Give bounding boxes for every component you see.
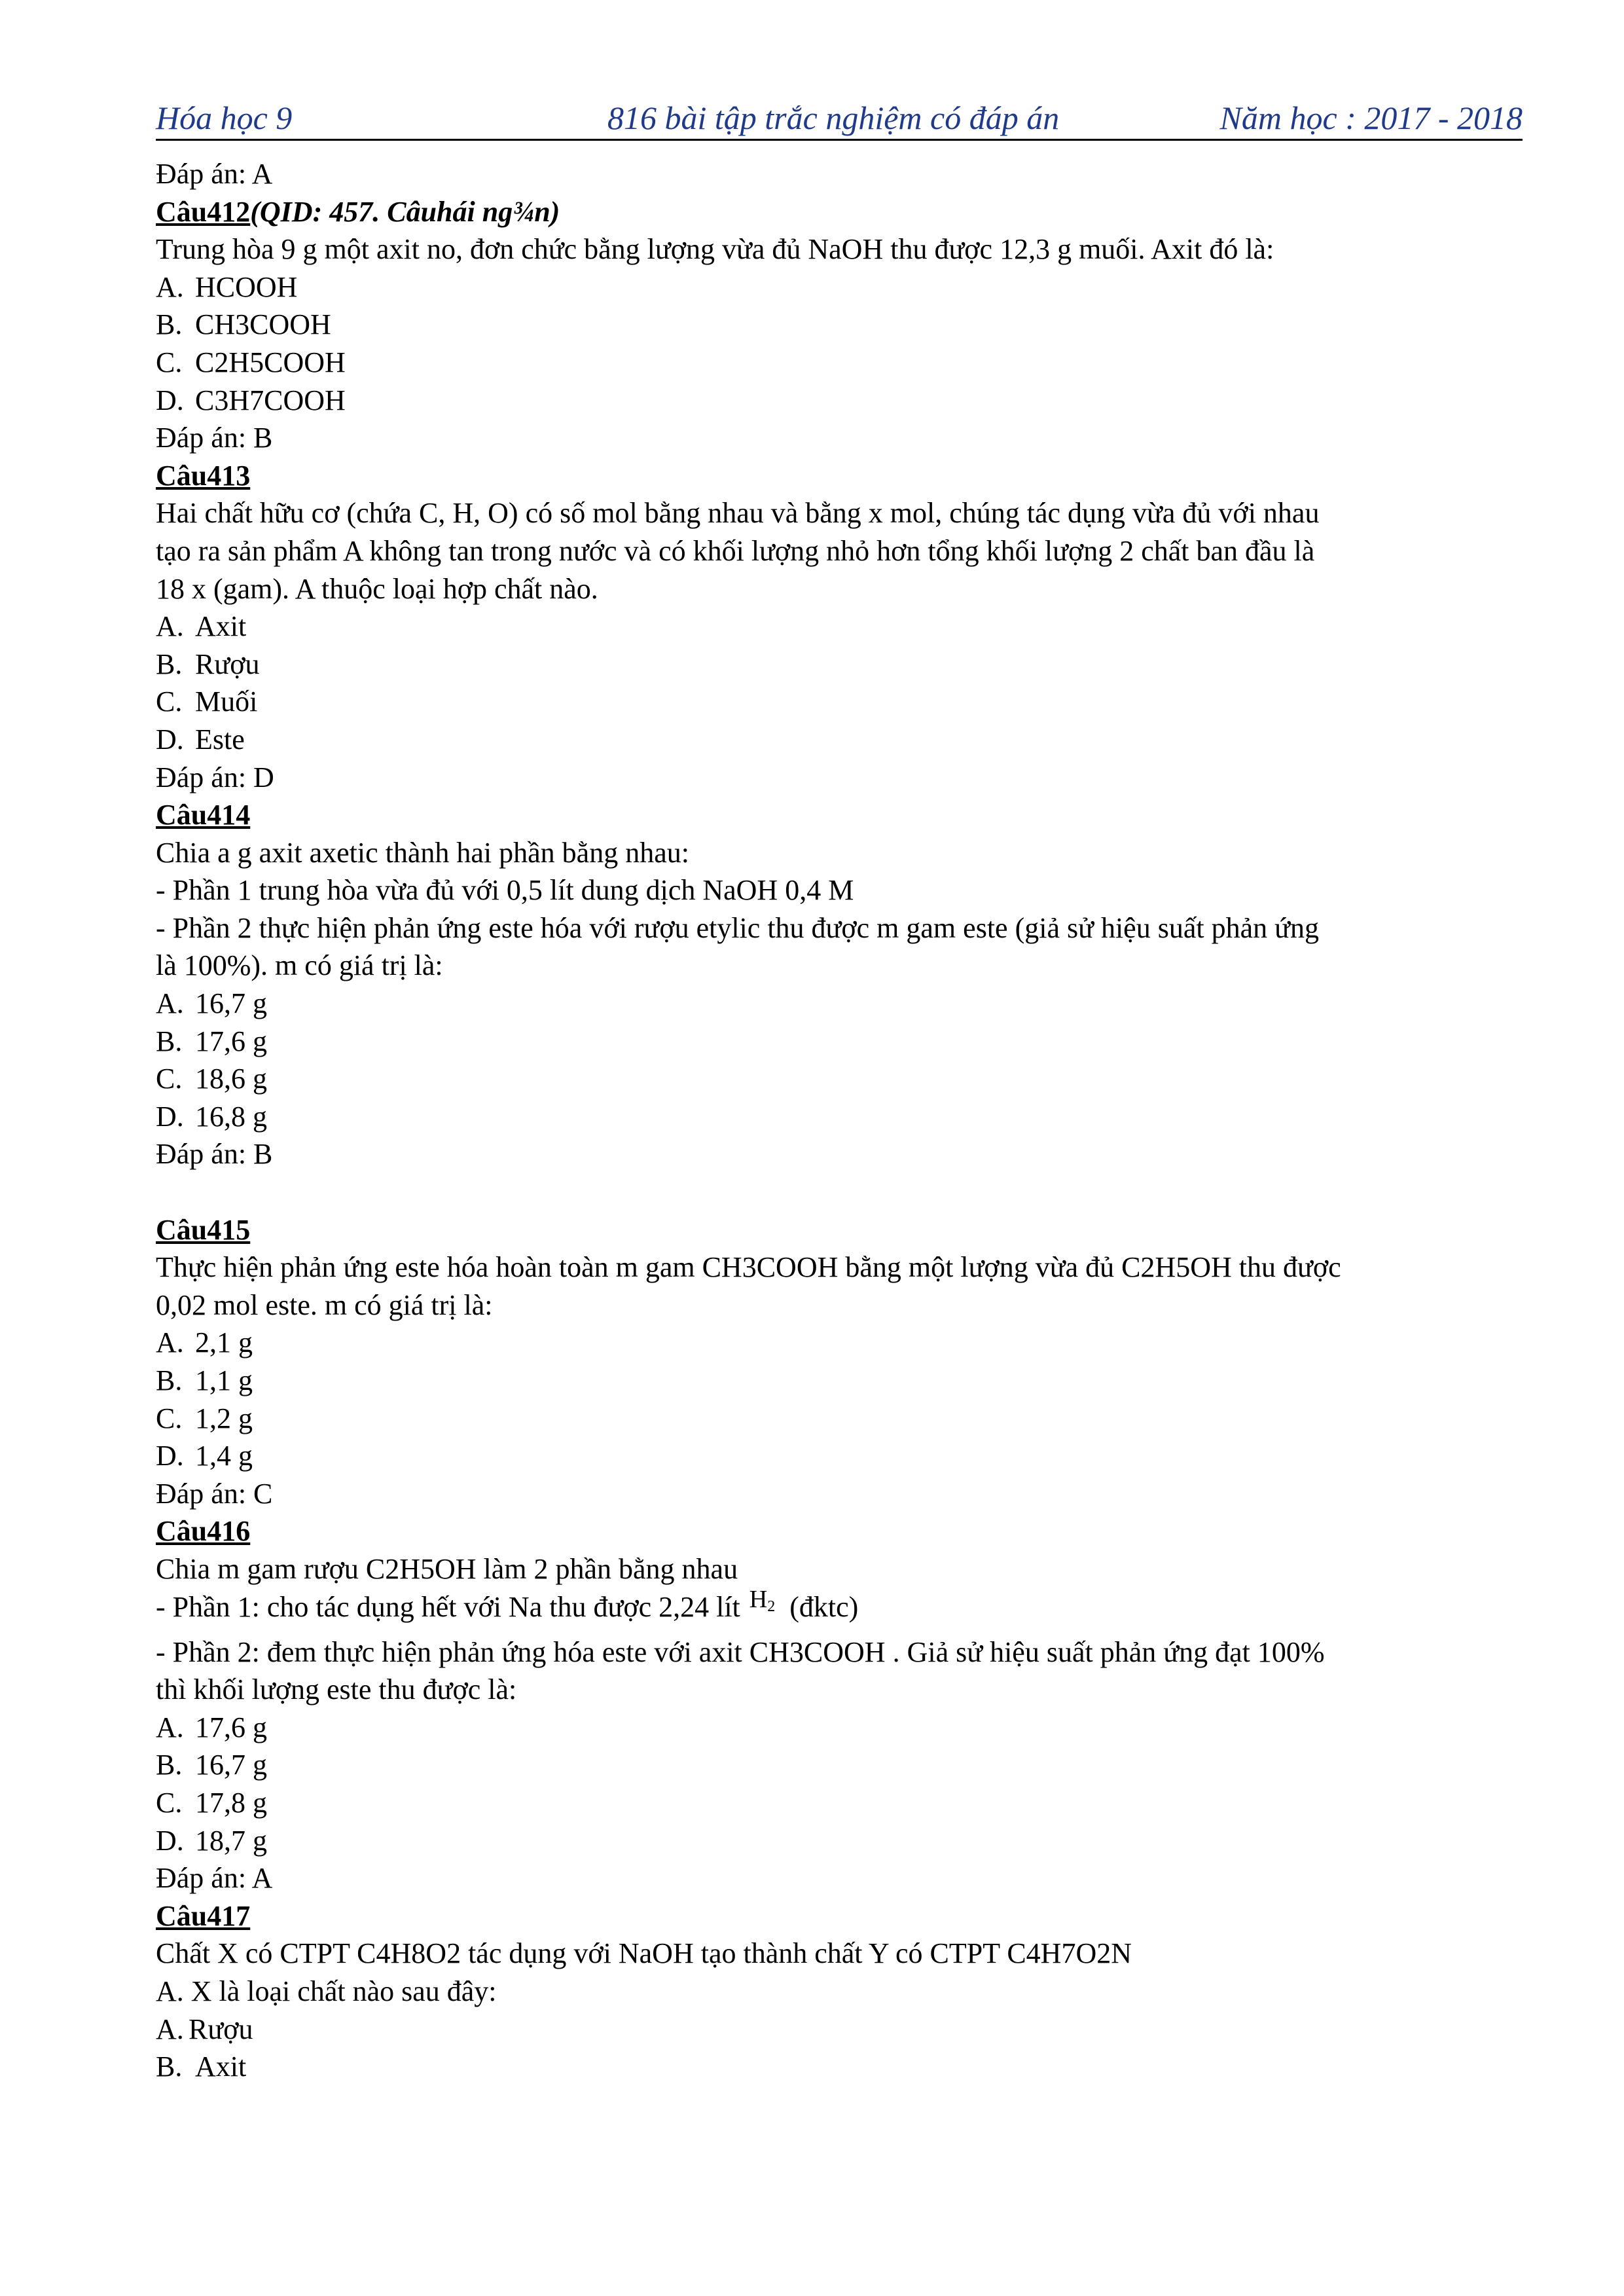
question-text: 18 x (gam). A thuộc loại hợp chất nào. bbox=[156, 572, 598, 605]
question-title: Câu412 bbox=[156, 195, 251, 228]
question-text: Chất X có CTPT C4H8O2 tác dụng với NaOH tạo thành chất Y có CTPT C4H7O2N bbox=[156, 1937, 1132, 1970]
question-title: Câu417 bbox=[156, 1899, 251, 1932]
question-text: Thực hiện phản ứng este hóa hoàn toàn m gam CH3COOH bằng một lượng vừa đủ C2H5OH thu được bbox=[156, 1251, 1341, 1284]
option-d: D. 1,4 g bbox=[156, 1440, 253, 1472]
previous-answer: Đáp án: A bbox=[156, 158, 273, 190]
option-d: D. 18,7 g bbox=[156, 1824, 267, 1857]
question-text: Trung hòa 9 g một axit no, đơn chức bằng lượng vừa đủ NaOH thu được 12,3 g muối. Axit đó là: bbox=[156, 233, 1274, 266]
header-subject: Hóa học 9 bbox=[156, 100, 293, 136]
answer-line: Đáp án: A bbox=[156, 1862, 273, 1895]
question-415-heading bbox=[156, 1211, 1523, 1249]
question-text: - Phần 1 trung hòa vừa đủ với 0,5 lít dung dịch NaOH 0,4 M bbox=[156, 874, 854, 907]
question-413-heading bbox=[156, 457, 1523, 495]
question-title: Câu413 bbox=[156, 459, 251, 492]
question-title: Câu415 bbox=[156, 1213, 251, 1246]
answer-line: Đáp án: B bbox=[156, 1138, 273, 1171]
question-text: - Phần 2: đem thực hiện phản ứng hóa este với axit CH3COOH . Giả sử hiệu suất phản ứng đạt 100% bbox=[156, 1635, 1325, 1668]
question-subtext: A. X là loại chất nào sau đây: bbox=[156, 1975, 497, 2007]
option-b: B. CH3COOH bbox=[156, 308, 331, 341]
answer-line: Đáp án: D bbox=[156, 761, 274, 793]
option-d: D. C3H7COOH bbox=[156, 384, 346, 416]
document-body bbox=[156, 155, 1523, 2086]
question-text: Hai chất hữu cơ (chứa C, H, O) có số mol bằng nhau và bằng x mol, chúng tác dụng vừa đủ với nhau bbox=[156, 497, 1320, 530]
page-header bbox=[156, 97, 1523, 141]
option-c: C. Muối bbox=[156, 685, 258, 718]
option-b: B. Rượu bbox=[156, 647, 260, 680]
option-a: A. 16,7 g bbox=[156, 987, 267, 1020]
question-416-heading bbox=[156, 1512, 1523, 1550]
option-a: A. 2,1 g bbox=[156, 1326, 253, 1359]
question-text: Chia m gam rượu C2H5OH làm 2 phần bằng nhau bbox=[156, 1552, 738, 1585]
option-c: C. C2H5COOH bbox=[156, 346, 346, 378]
option-b: B. Axit bbox=[156, 2050, 247, 2083]
option-a: A. HCOOH bbox=[156, 270, 298, 303]
option-a: A. 17,6 g bbox=[156, 1711, 267, 1743]
question-text-with-formula: - Phần 1: cho tác dụng hết với Na thu được 2,24 lít $H_2$ (đktc) bbox=[156, 1588, 1523, 1633]
option-c: C. 17,8 g bbox=[156, 1786, 267, 1819]
h2-formula: $H_2$ bbox=[749, 1585, 776, 1615]
blank-line bbox=[156, 1173, 1523, 1211]
option-d: D. 16,8 g bbox=[156, 1100, 267, 1133]
question-412-heading bbox=[156, 193, 1523, 231]
option-d: D. Este bbox=[156, 723, 245, 756]
question-text: Chia a g axit axetic thành hai phần bằng nhau: bbox=[156, 836, 689, 869]
question-text: tạo ra sản phẩm A không tan trong nước và có khối lượng nhỏ hơn tổng khối lượng 2 chất ban đầu là bbox=[156, 534, 1315, 567]
question-414-heading bbox=[156, 796, 1523, 834]
option-c: C. 1,2 g bbox=[156, 1402, 253, 1434]
answer-line: Đáp án: C bbox=[156, 1477, 273, 1510]
question-text: thì khối lượng este thu được là: bbox=[156, 1673, 517, 1706]
question-417-heading bbox=[156, 1897, 1523, 1935]
option-a: A. Axit bbox=[156, 610, 247, 643]
question-title: Câu416 bbox=[156, 1515, 251, 1548]
option-b: B. 16,7 g bbox=[156, 1749, 267, 1781]
option-a: A. Rượu bbox=[156, 2013, 253, 2045]
answer-line: Đáp án: B bbox=[156, 422, 273, 454]
option-b: B. 1,1 g bbox=[156, 1364, 253, 1396]
option-c: C. 18,6 g bbox=[156, 1063, 267, 1095]
question-text: 0,02 mol este. m có giá trị là: bbox=[156, 1288, 493, 1321]
question-text: - Phần 2 thực hiện phản ứng este hóa với rượu etylic thu được m gam este (giả sử hiệu suất phản ứng bbox=[156, 911, 1319, 944]
header-book-title: 816 bài tập trắc nghiệm có đáp án bbox=[607, 100, 1060, 136]
header-school-year: Năm học : 2017 - 2018 bbox=[1219, 100, 1523, 136]
option-b: B. 17,6 g bbox=[156, 1025, 267, 1057]
question-text: là 100%). m có giá trị là: bbox=[156, 949, 443, 982]
question-title: Câu414 bbox=[156, 799, 251, 831]
question-meta: (QID: 457. Câuhái ng¾n) bbox=[250, 195, 560, 228]
